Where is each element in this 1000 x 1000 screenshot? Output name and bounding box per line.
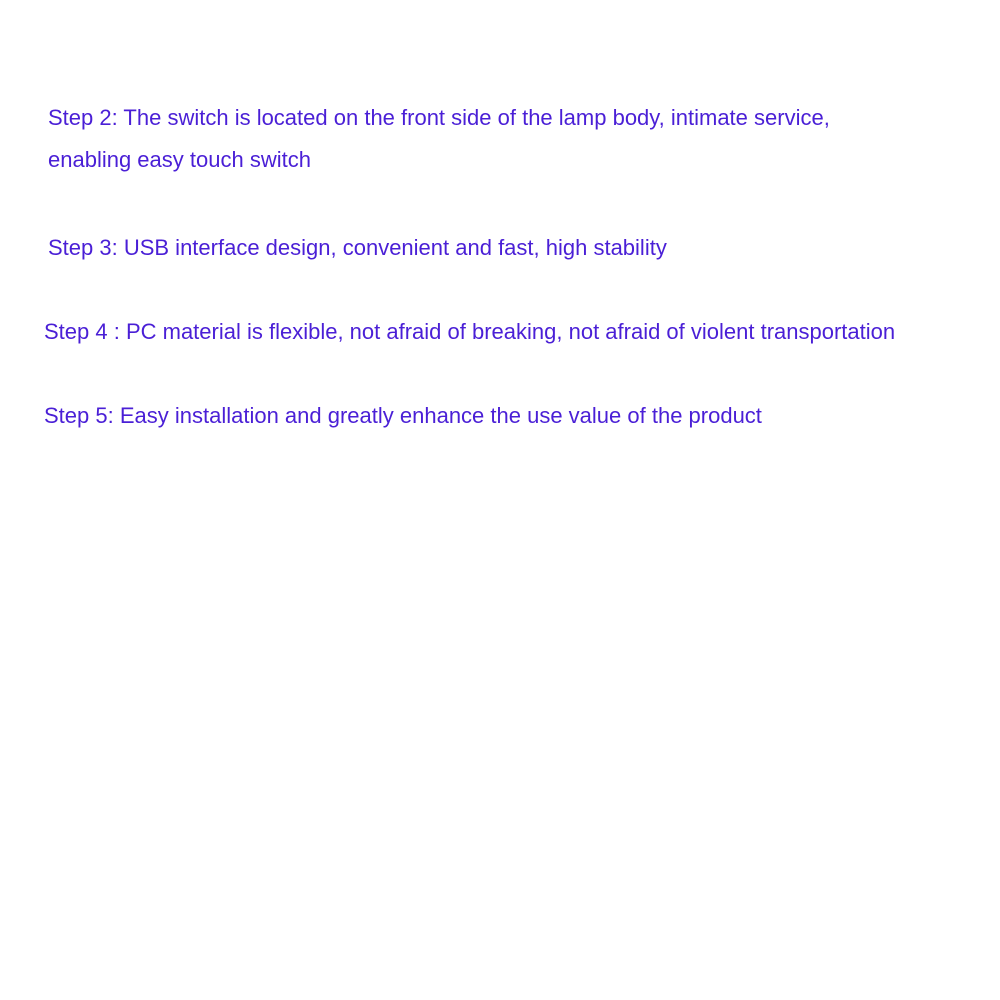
step-3-text — [48, 227, 667, 269]
step-5-text — [44, 395, 762, 437]
step-2-line-2: enabling easy touch switch — [48, 147, 311, 172]
step-2-text — [48, 97, 830, 181]
step-4-text — [44, 311, 895, 353]
step-4-line-1: Step 4 : PC material is flexible, not afraid of breaking, not afraid of violent transportation — [44, 319, 896, 344]
step-5-line-1: Step 5: Easy installation and greatly enhance the use value of the product — [44, 403, 762, 428]
step-2-line-1: Step 2: The switch is located on the front side of the lamp body, intimate service, — [48, 105, 830, 130]
step-3-line-1: Step 3: USB interface design, convenient and fast, high stability — [48, 235, 667, 260]
